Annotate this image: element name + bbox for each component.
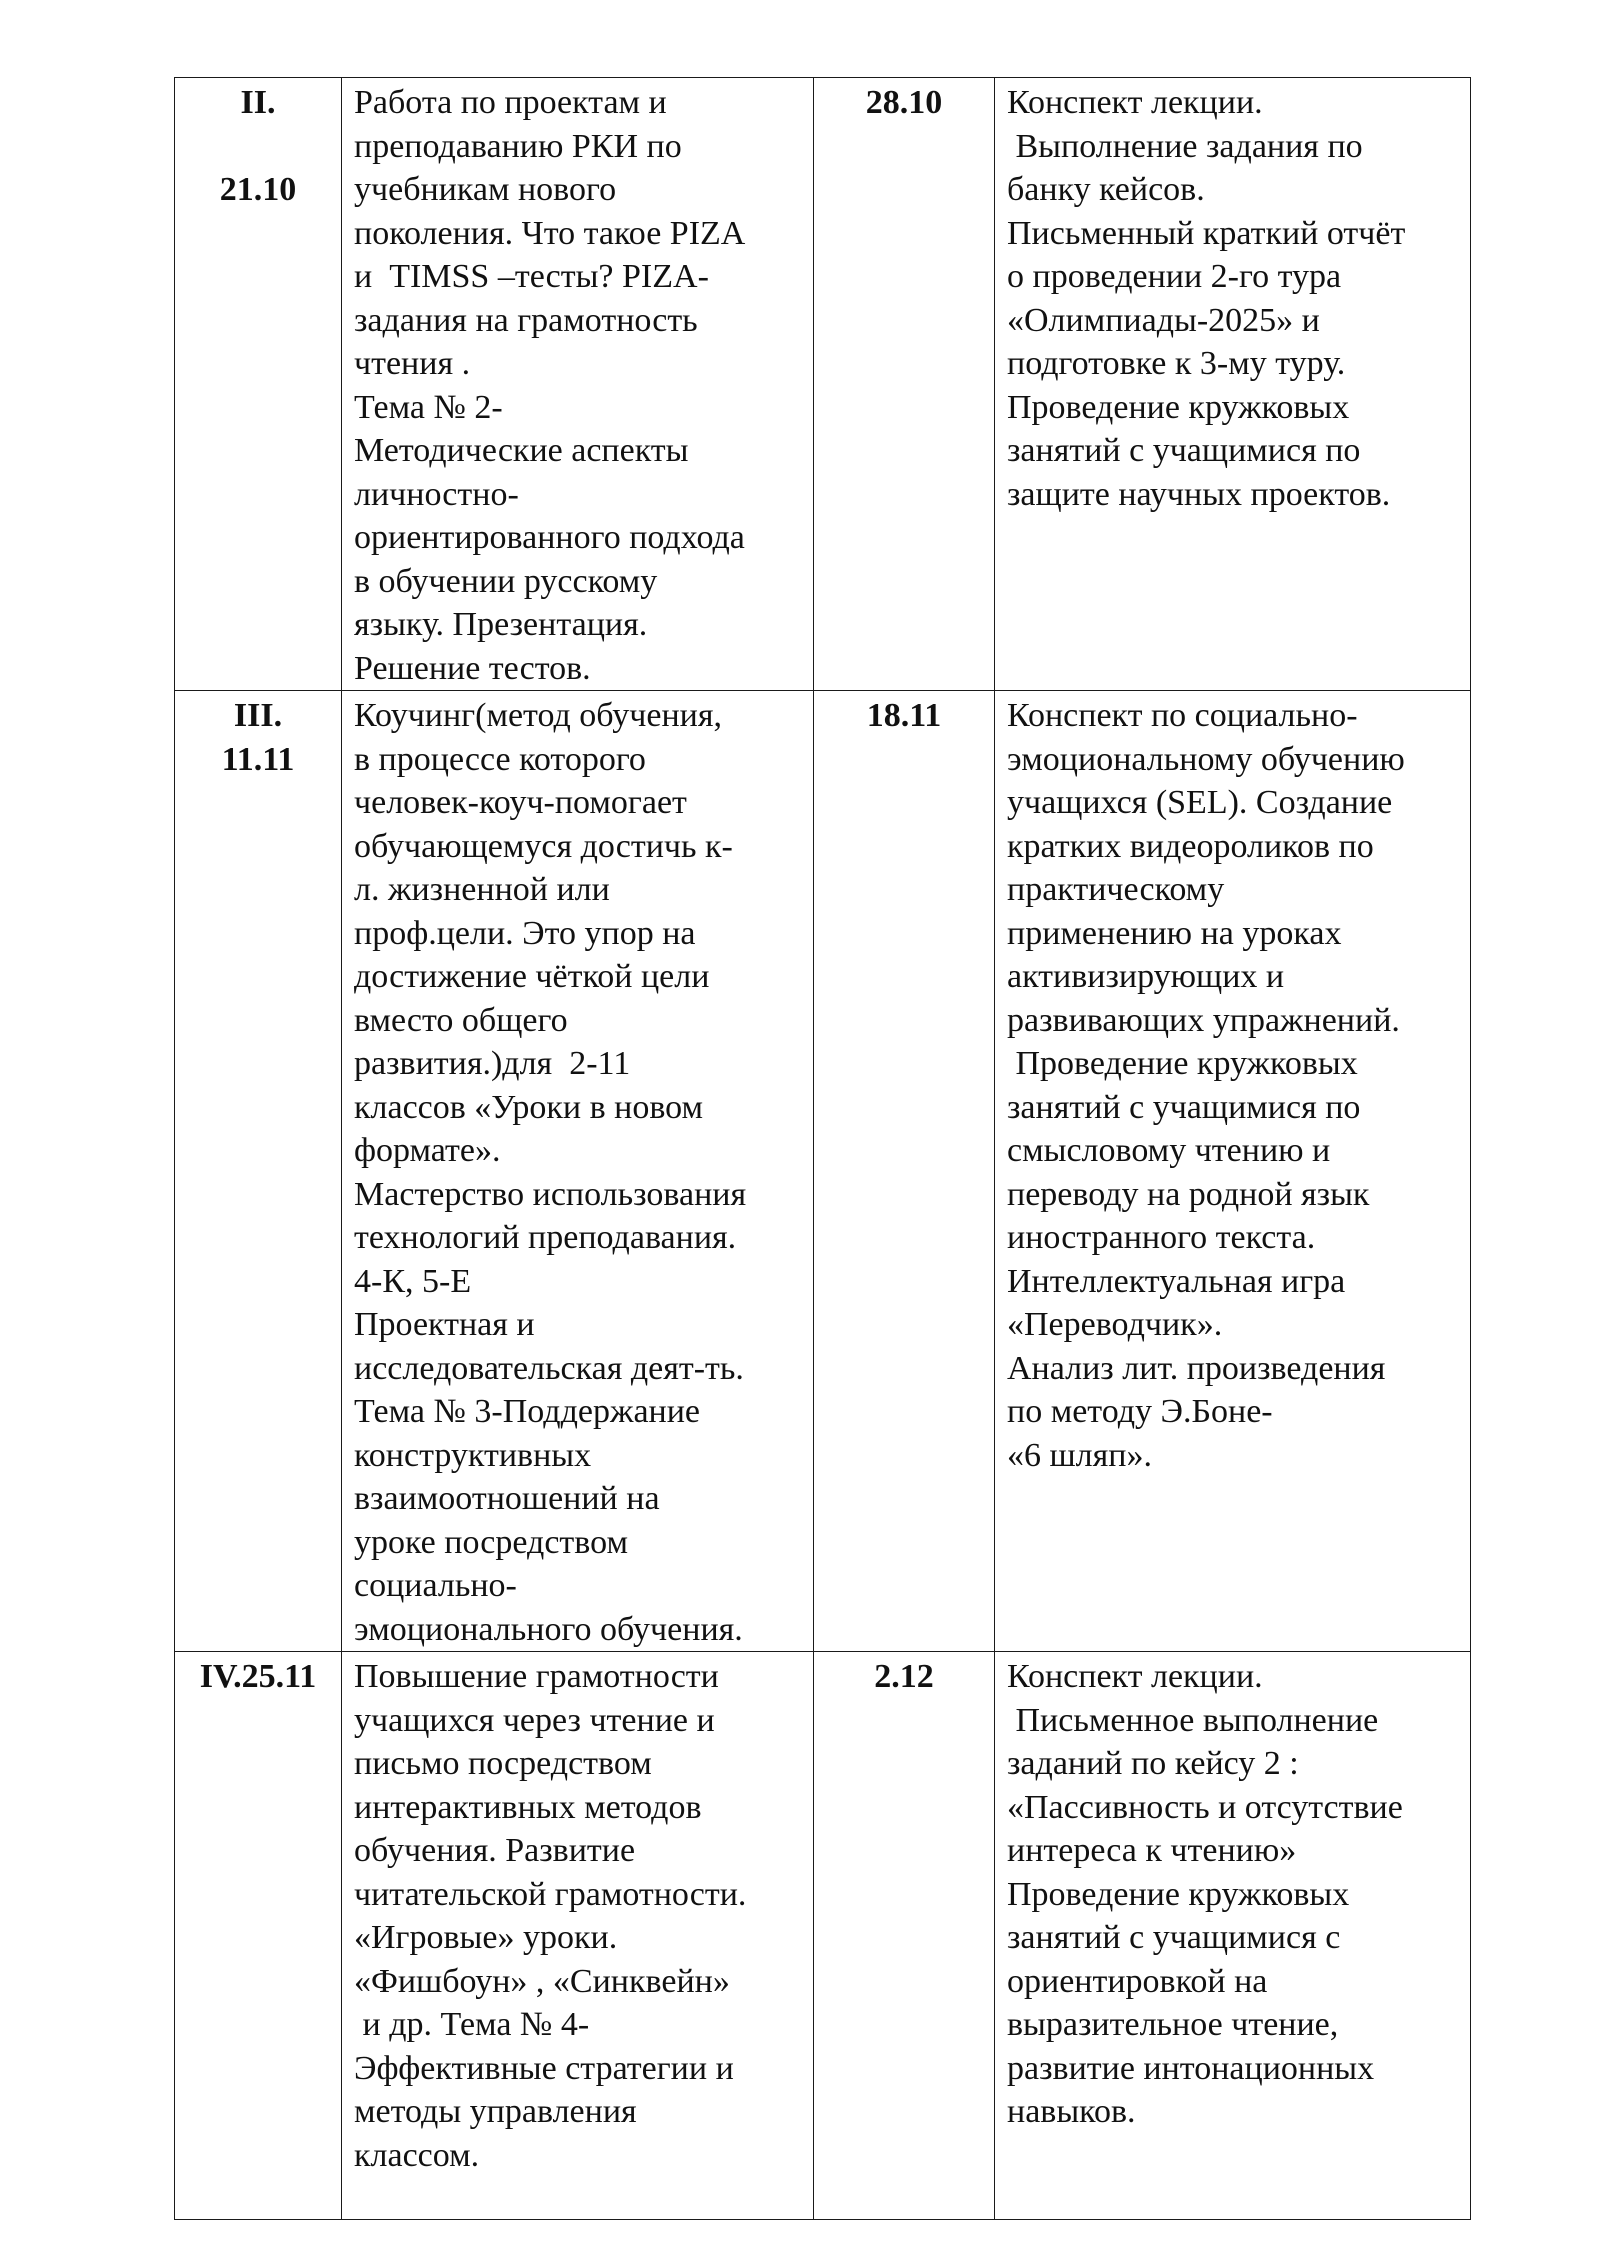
text-line: переводу на родной язык	[1007, 1175, 1370, 1213]
text-line: «Фишбоун» , «Синквейн»	[354, 1962, 730, 2000]
text-line: социально-	[354, 1567, 517, 1604]
text-line: л. жизненной или	[354, 871, 610, 908]
text-line: методы управления	[354, 2093, 637, 2130]
date-cell	[814, 1652, 995, 2220]
text-line: практическому	[1007, 871, 1225, 908]
date-label: 18.11	[866, 697, 942, 734]
task-cell	[995, 691, 1471, 1652]
text-line: учащихся (SEL). Создание	[1007, 784, 1393, 821]
text-line: заданий по кейсу 2 :	[1007, 1745, 1299, 1782]
text-line: Тема № 3-Поддержание	[354, 1393, 701, 1430]
text-line: кратких видеороликов по	[1007, 827, 1374, 865]
text-line: Решение тестов.	[354, 649, 591, 687]
text-line: занятий с учащимися по	[1007, 1088, 1361, 1126]
text-line: занятий с учащимися по	[1007, 432, 1361, 469]
text-line: 11.11	[221, 740, 295, 778]
text-line: Конспект лекции.	[1007, 1658, 1263, 1695]
text-line: ориентировкой на	[1007, 1962, 1268, 2000]
text-line: Проведение кружковых	[1007, 1875, 1350, 1913]
table-row	[175, 1652, 1471, 2220]
text-line: эмоциональному обучению	[1007, 740, 1405, 778]
text-line: письмо посредством	[354, 1745, 652, 1782]
text-line: по методу Э.Боне-	[1007, 1393, 1273, 1430]
text-line: формате».	[354, 1132, 501, 1169]
text-line: навыков.	[1007, 2093, 1136, 2130]
text-line: Мастерство использования	[354, 1175, 747, 1213]
text-line: Анализ лит. произведения	[1007, 1349, 1386, 1387]
text-line: Повышение грамотности	[354, 1658, 719, 1695]
table-row	[175, 691, 1471, 1652]
session-number-cell	[175, 78, 342, 691]
text-line	[179, 125, 337, 169]
text-line: занятий с учащимися с	[1007, 1919, 1341, 1956]
session-number-cell	[175, 691, 342, 1652]
text-line: эмоционального обучения.	[354, 1610, 743, 1648]
text-line: Тема № 2-	[354, 388, 503, 426]
text-line: Интеллектуальная игра	[1007, 1262, 1346, 1300]
table-row	[175, 78, 1471, 691]
text-line: о проведении 2-го тура	[1007, 258, 1342, 295]
text-line: Письменное выполнение	[1007, 1701, 1379, 1739]
text-line: Методические аспекты	[354, 432, 689, 469]
text-line: Выполнение задания по	[1007, 127, 1363, 165]
text-line: «6 шляп».	[1007, 1436, 1152, 1474]
text-line: учащихся через чтение и	[354, 1701, 715, 1739]
text-line: достижение чёткой цели	[354, 958, 710, 995]
schedule-table	[174, 77, 1471, 2220]
text-line: в процессе которого	[354, 740, 646, 778]
text-line: технологий преподавания.	[354, 1219, 737, 1256]
topic-cell	[342, 78, 814, 691]
date-label: 2.12	[874, 1658, 934, 1695]
text-line: классом.	[354, 2136, 480, 2174]
date-cell	[814, 691, 995, 1652]
text-line: в обучении русскому	[354, 562, 658, 600]
text-line: и TIMSS –тесты? PIZA-	[354, 258, 709, 295]
text-line: Эффективные стратегии и	[354, 2049, 734, 2087]
text-line: задания на грамотность	[354, 301, 698, 339]
text-line: Проведение кружковых	[1007, 388, 1350, 426]
text-line: поколения. Что такое PIZA	[354, 214, 746, 252]
text-line: вместо общего	[354, 1001, 568, 1039]
text-line: читательской грамотности.	[354, 1875, 747, 1913]
text-line: Конспект лекции.	[1007, 84, 1263, 121]
text-line: смысловому чтению и	[1007, 1132, 1331, 1169]
text-line: проф.цели. Это упор на	[354, 914, 696, 952]
text-line: взаимоотношений на	[354, 1480, 660, 1517]
text-line: III.	[233, 697, 283, 734]
text-line: защите научных проектов.	[1007, 475, 1391, 513]
date-label: 28.10	[865, 84, 943, 121]
text-line: активизирующих и	[1007, 958, 1285, 995]
text-line: «Переводчик».	[1007, 1306, 1223, 1343]
text-line: II.	[240, 84, 276, 121]
text-line: исследовательская деят-ть.	[354, 1349, 744, 1387]
text-line: «Игровые» уроки.	[354, 1919, 618, 1956]
text-line: конструктивных	[354, 1436, 592, 1474]
text-line: иностранного текста.	[1007, 1219, 1316, 1256]
text-line: подготовке к 3-му туру.	[1007, 345, 1346, 382]
text-line: интереса к чтению»	[1007, 1832, 1297, 1869]
text-line: применению на уроках	[1007, 914, 1342, 952]
text-line: Коучинг(метод обучения,	[354, 697, 723, 734]
text-line: выразительное чтение,	[1007, 2006, 1339, 2043]
topic-cell	[342, 1652, 814, 2220]
text-line: классов «Уроки в новом	[354, 1088, 704, 1126]
text-line: интерактивных методов	[354, 1788, 702, 1826]
text-line: ориентированного подхода	[354, 519, 745, 556]
text-line: Письменный краткий отчёт	[1007, 214, 1406, 252]
text-line: уроке посредством	[354, 1523, 628, 1561]
text-line: Проведение кружковых	[1007, 1045, 1358, 1082]
text-line: 21.10	[219, 171, 297, 208]
text-line: развитие интонационных	[1007, 2049, 1375, 2087]
text-line: обучения. Развитие	[354, 1832, 636, 1869]
text-line: «Пассивность и отсутствие	[1007, 1788, 1403, 1826]
text-line: Проектная и	[354, 1306, 535, 1343]
text-line: учебникам нового	[354, 171, 617, 208]
session-number-cell	[175, 1652, 342, 2220]
text-line: преподаванию РКИ по	[354, 127, 682, 165]
text-line: обучающемуся достичь к-	[354, 827, 733, 865]
task-cell	[995, 1652, 1471, 2220]
text-line: 4-К, 5-Е	[354, 1262, 472, 1300]
text-line: человек-коуч-помогает	[354, 784, 687, 821]
text-line: личностно-	[354, 475, 519, 513]
task-cell	[995, 78, 1471, 691]
date-cell	[814, 78, 995, 691]
text-line: банку кейсов.	[1007, 171, 1205, 208]
text-line: «Олимпиады-2025» и	[1007, 301, 1320, 339]
text-line: чтения .	[354, 345, 471, 382]
text-line: Работа по проектам и	[354, 84, 667, 121]
text-line: развития.)для 2-11	[354, 1045, 631, 1082]
text-line: IV.25.11	[199, 1658, 317, 1695]
text-line: и др. Тема № 4-	[354, 2006, 590, 2043]
text-line: языку. Презентация.	[354, 606, 648, 643]
topic-cell	[342, 691, 814, 1652]
text-line: Конспект по социально-	[1007, 697, 1358, 734]
text-line: развивающих упражнений.	[1007, 1001, 1400, 1039]
